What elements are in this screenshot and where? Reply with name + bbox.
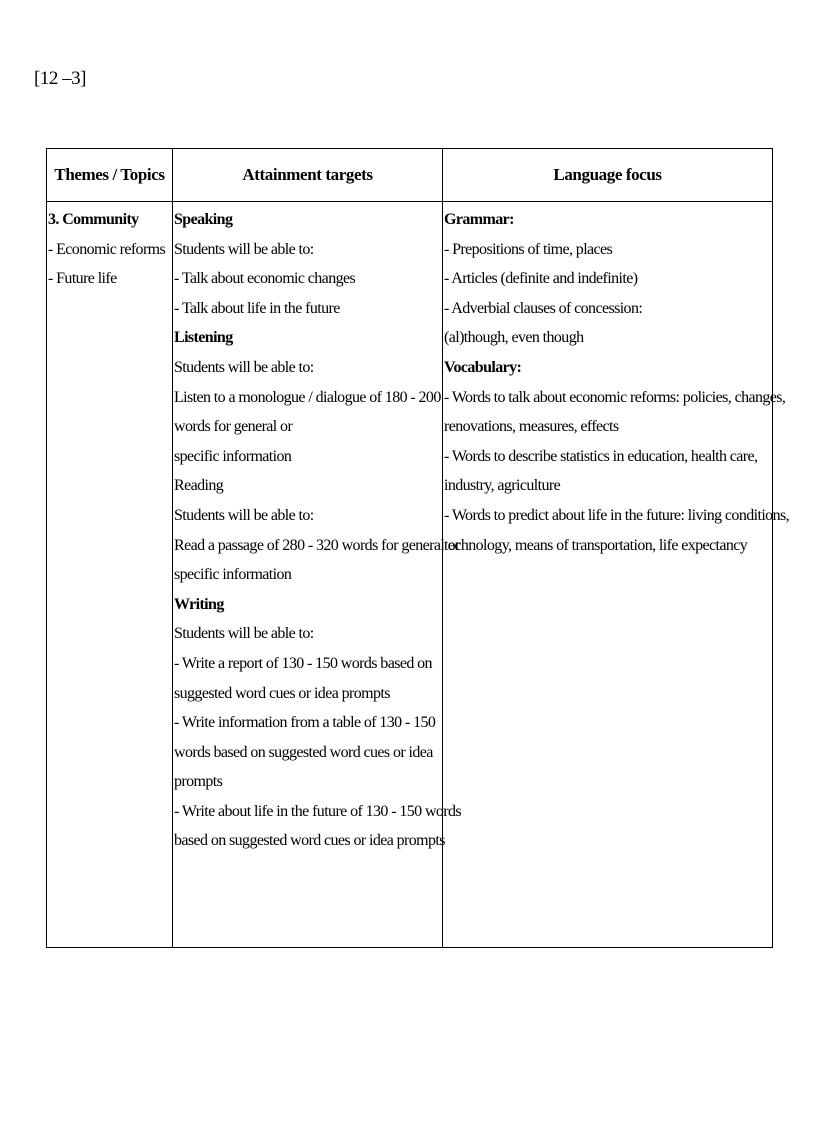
- header-language: Language focus: [443, 149, 773, 202]
- section-heading: Writing: [174, 595, 224, 613]
- cell-line: (al)though, even though: [444, 329, 584, 347]
- cell-line: specific information: [174, 566, 292, 584]
- cell-line: - Write information from a table of 130 - 150: [174, 714, 436, 732]
- cell-line: Read a passage of 280 - 320 words for general or: [174, 536, 460, 554]
- cell-line: suggested word cues or idea prompts: [174, 684, 390, 702]
- cell-line: - Write a report of 130 - 150 words based on: [174, 654, 432, 672]
- section-heading: 3. Community: [48, 211, 139, 228]
- curriculum-table: [46, 148, 789, 948]
- targets-cell: [173, 202, 462, 948]
- table-row: [47, 202, 773, 948]
- cell-line: - Write about life in the future of 130 - 150 words: [174, 802, 462, 820]
- cell-line: technology, means of transportation, life expectancy: [444, 536, 748, 554]
- cell-line: - Articles (definite and indefinite): [444, 270, 638, 288]
- header-themes: Themes / Topics: [47, 149, 173, 202]
- cell-line: Students will be able to:: [174, 506, 314, 524]
- cell-line: - Adverbial clauses of concession:: [444, 299, 643, 317]
- cell-line: - Words to talk about economic reforms: policies, changes,: [444, 388, 786, 406]
- cell-line: renovations, measures, effects: [444, 418, 619, 436]
- cell-line: prompts: [174, 773, 223, 791]
- cell-line: specific information: [174, 447, 292, 465]
- cell-line: words based on suggested word cues or idea: [174, 743, 433, 761]
- section-heading: Grammar:: [444, 211, 514, 228]
- section-heading: Listening: [174, 329, 233, 347]
- cell-line: - Economic reforms: [48, 240, 166, 258]
- themes-cell: [47, 202, 173, 948]
- cell-line: - Words to describe statistics in education, health care,: [444, 447, 758, 465]
- cell-line: Listen to a monologue / dialogue of 180 - 200: [174, 388, 441, 406]
- header-targets: Attainment targets: [173, 149, 443, 202]
- page-code: [12 –3]: [34, 68, 86, 89]
- language-cell: [443, 202, 789, 948]
- cell-line: Students will be able to:: [174, 625, 314, 643]
- table-header-row: [47, 149, 773, 202]
- cell-line: Students will be able to:: [174, 358, 314, 376]
- cell-line: Reading: [174, 477, 224, 495]
- section-heading: Speaking: [174, 211, 233, 228]
- cell-line: - Future life: [48, 270, 117, 288]
- cell-line: industry, agriculture: [444, 477, 561, 495]
- cell-line: words for general or: [174, 418, 293, 436]
- cell-line: - Prepositions of time, places: [444, 240, 613, 258]
- cell-line: Students will be able to:: [174, 240, 314, 258]
- cell-line: based on suggested word cues or idea prompts: [174, 832, 445, 850]
- cell-line: - Talk about economic changes: [174, 270, 356, 288]
- section-heading: Vocabulary:: [444, 358, 522, 376]
- cell-line: - Talk about life in the future: [174, 299, 340, 317]
- cell-line: - Words to predict about life in the future: living conditions,: [444, 506, 789, 524]
